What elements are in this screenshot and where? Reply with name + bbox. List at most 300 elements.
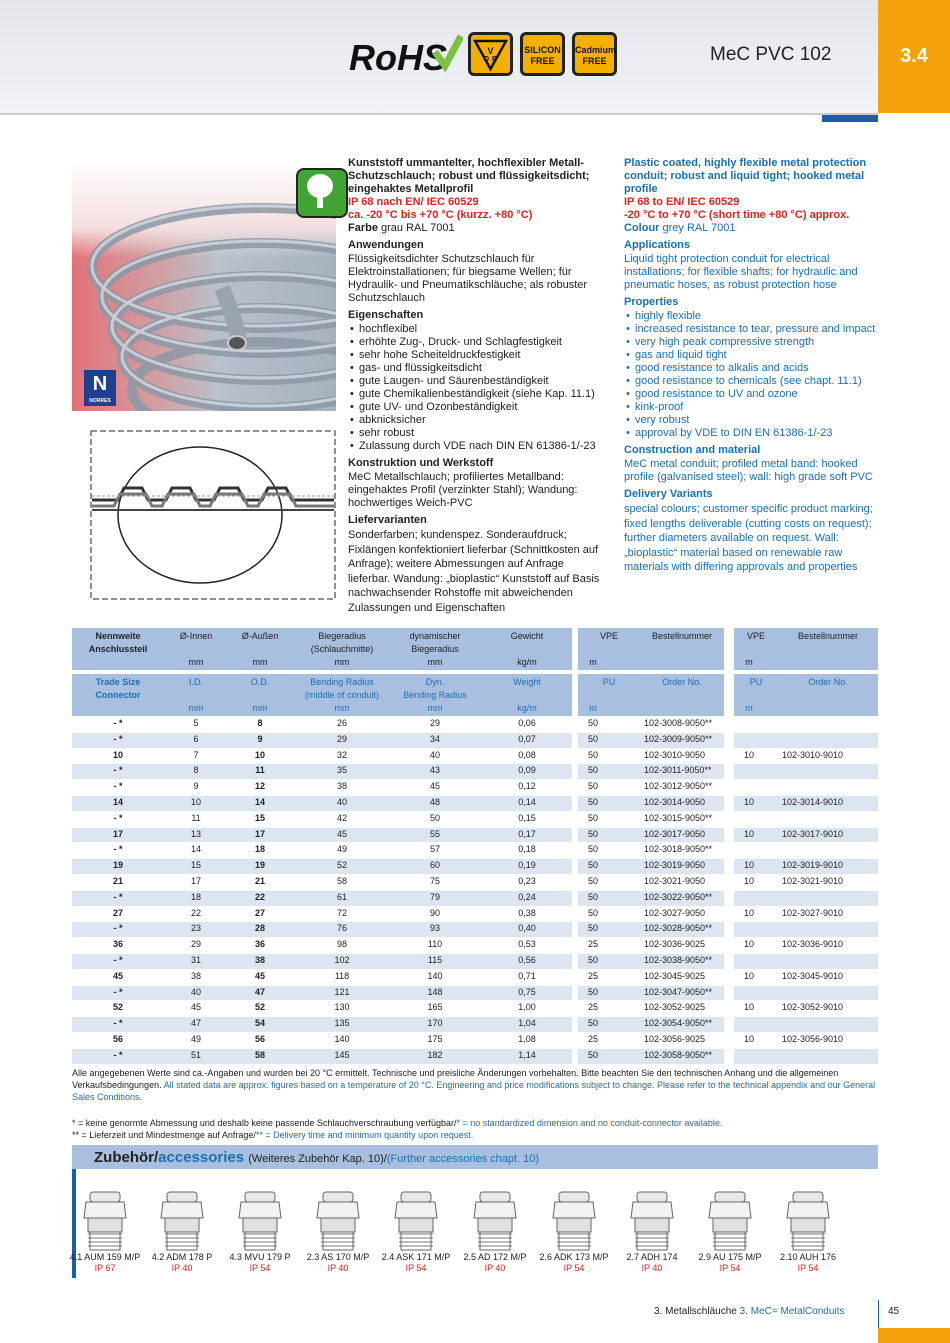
table-cell: 32	[336, 749, 347, 760]
table-row	[72, 842, 878, 858]
header-unit-en-1: mm	[188, 703, 204, 713]
table-cell: 0,53	[518, 939, 536, 950]
table-cell: 5	[193, 718, 199, 728]
accessory-item[interactable]	[612, 1190, 692, 1274]
table-cell: 15	[254, 812, 265, 823]
header-unit-en-6: m	[589, 703, 597, 713]
table-cell: 52	[112, 1002, 123, 1013]
table-cell: 50	[587, 844, 598, 855]
table-cell: 40	[190, 986, 201, 997]
norres-logo: N NORRES	[84, 370, 116, 406]
table-cell: 17	[112, 828, 123, 839]
table-cell: 121	[334, 986, 350, 997]
de-construction-text: MeC Metallschlauch; profiliertes Metallband: eingehaktes Profil (verzinkter Stahl); Wandung: hochwertiges Weich-PVC	[348, 471, 578, 509]
chapter-tab	[822, 115, 878, 122]
table-cell: 7	[193, 749, 199, 760]
table-cell: 52	[254, 1002, 265, 1013]
table-cell: - *	[113, 718, 123, 728]
table-cell: 22	[254, 891, 265, 902]
accessory-label: 2.6 ADK 173 M/P	[539, 1252, 609, 1262]
table-cell: 0,07	[518, 733, 536, 744]
table-cell: 102-3017-9010	[782, 828, 844, 839]
table-cell: 43	[429, 765, 440, 776]
table-row	[72, 1032, 878, 1048]
de-property-item: • erhöhte Zug-, Druck- und Schlagfestigkeit	[348, 336, 606, 349]
accessory-label: 4.2 ADM 178 P	[151, 1252, 213, 1262]
table-cell: 49	[336, 844, 347, 855]
table-cell: 93	[429, 923, 440, 934]
table-cell: 50	[587, 955, 598, 965]
table-row	[72, 985, 878, 1001]
silicon-free-badge: SILICON FREE	[520, 32, 565, 76]
table-cell: 102-3019-9050	[644, 860, 706, 871]
table-cell: 14	[112, 797, 123, 807]
table-cell: 25	[587, 1034, 598, 1044]
table-cell: 48	[429, 797, 440, 807]
table-cell: 102-3047-9050**	[644, 986, 713, 997]
accessory-item[interactable]	[142, 1190, 222, 1274]
accessory-ip-rating: IP 40	[171, 1263, 193, 1273]
table-cell: 90	[429, 907, 440, 918]
table-cell: 8	[257, 718, 263, 728]
table-cell: 50	[587, 718, 598, 728]
table-row	[72, 716, 878, 732]
table-cell: 10	[254, 749, 265, 760]
table-cell: 102-3045-9010	[782, 970, 844, 981]
table-cell: 79	[429, 891, 440, 902]
table-cell: 102	[334, 955, 350, 965]
header-en-col-4: Dyn. Bending Radius	[403, 677, 467, 700]
table-cell: 34	[429, 733, 440, 744]
header-divider	[0, 113, 878, 115]
table-row	[72, 763, 878, 779]
de-property-item: • gas- und flüssigkeitsdicht	[348, 362, 606, 375]
table-cell: 54	[254, 1018, 265, 1029]
table-cell: 98	[336, 939, 347, 950]
table-cell: 25	[587, 1002, 598, 1013]
header-en-col-1: I.D.	[188, 677, 203, 687]
header-de-col-7: Bestellnummer	[651, 631, 713, 641]
table-cell: 1,00	[518, 1002, 536, 1013]
table-cell: - *	[113, 1018, 123, 1029]
de-property-item: • gute Laugen- und Säurenbeständigkeit	[348, 375, 606, 388]
table-cell: 102-3028-9050**	[644, 923, 713, 934]
table-cell: 102-3014-9010	[782, 797, 844, 807]
header-unit-de-3: mm	[334, 657, 350, 667]
en-property-item: • very high peak compressive strength	[624, 336, 880, 349]
table-cell: 10	[743, 797, 754, 807]
svg-text:V: V	[487, 46, 494, 56]
de-applications-text: Flüssigkeitsdichter Schutzschlauch für Elektroinstallationen; für biegsame Wellen; für Hydraulik- und Pneumatikschläuche; als robuster Schutzschlauch	[348, 253, 588, 304]
table-cell: - *	[113, 844, 123, 855]
table-cell: 50	[587, 733, 598, 744]
header-unit-de-2: mm	[252, 657, 268, 667]
header-unit-de-8: m	[745, 657, 753, 667]
table-cell: 102-3017-9050	[644, 828, 706, 839]
header-de-col-2: Ø-Außen	[241, 631, 279, 641]
accessory-label: 2.4 ASK 171 M/P	[381, 1252, 451, 1262]
table-cell: 19	[112, 860, 123, 871]
table-cell: 115	[427, 955, 443, 965]
header-en-col-6: PU	[602, 677, 616, 687]
table-cell: 50	[587, 1049, 598, 1060]
table-cell: 21	[254, 876, 265, 886]
accessory-label: 4.1 AUM 159 M/P	[69, 1252, 141, 1262]
accessory-item[interactable]	[455, 1190, 535, 1274]
en-property-item: • good resistance to chemicals (see chapt. 11.1)	[624, 375, 880, 388]
table-cell: 102-3018-9050**	[644, 844, 713, 855]
table-cell: 10	[743, 1034, 754, 1044]
table-cell: 19	[254, 860, 265, 871]
table-cell: 102-3010-9010	[782, 749, 844, 760]
table-cell: 102-3058-9050**	[644, 1049, 713, 1060]
table-cell: 102-3021-9050	[644, 876, 706, 886]
table-cell: 0,18	[518, 844, 536, 855]
accessory-label: 4.3 MVU 179 P	[229, 1252, 291, 1262]
de-property-item: • sehr hohe Scheiteldruckfestigkeit	[348, 349, 606, 362]
table-cell: 102-3056-9025	[644, 1034, 706, 1044]
table-cell: 0,19	[518, 860, 536, 871]
accessory-item[interactable]	[376, 1190, 456, 1274]
fitting-icon	[468, 1190, 522, 1252]
fitting-icon	[311, 1190, 365, 1252]
table-cell: 72	[336, 907, 347, 918]
fitting-icon	[781, 1190, 835, 1252]
table-cell: 182	[427, 1049, 443, 1060]
table-cell: 58	[254, 1049, 265, 1060]
table-cell: 0,06	[518, 718, 536, 728]
table-cell: 38	[190, 970, 201, 981]
en-property-item: • good resistance to UV and ozone	[624, 388, 880, 401]
table-cell: 0,12	[518, 781, 536, 792]
en-construction-text: MeC metal conduit; profiled metal band: hooked profile (galvanised steel); wall: high grade soft PVC	[624, 458, 873, 483]
accessory-item[interactable]	[220, 1190, 300, 1274]
table-cell: 27	[112, 907, 123, 918]
fitting-icon	[547, 1190, 601, 1252]
en-property-item: • gas and liquid tight	[624, 349, 880, 362]
table-cell: 52	[336, 860, 347, 871]
header-en-col-3: Bending Radius (middle of conduit)	[304, 677, 380, 700]
table-cell: 8	[193, 765, 199, 776]
table-header-de	[72, 628, 878, 670]
de-applications-heading: Anwendungen	[348, 239, 424, 251]
table-cell: 102-3056-9010	[782, 1034, 844, 1044]
table-row	[72, 953, 878, 969]
header-unit-en-8: m	[745, 703, 753, 713]
table-cell: 76	[336, 923, 347, 934]
de-property-item: • abknicksicher	[348, 414, 606, 427]
header-unit-en-2: mm	[252, 703, 268, 713]
table-cell: 102-3022-9050**	[644, 891, 713, 902]
table-cell: 135	[334, 1018, 350, 1029]
table-cell: 57	[429, 844, 440, 855]
en-temperature: -20 °C to +70 °C (short time +80 °C) approx.	[624, 209, 850, 221]
table-cell: 45	[336, 828, 347, 839]
header-de-col-6: VPE	[599, 631, 618, 641]
table-cell: 0,17	[518, 828, 536, 839]
table-cell: 0,15	[518, 812, 536, 823]
table-cell: 0,40	[518, 923, 536, 934]
table-cell: 50	[587, 923, 598, 934]
table-row	[72, 1000, 878, 1016]
table-cell: 45	[112, 970, 123, 981]
footnotes: * = keine genormte Abmessung und deshalb keine passende Schlauchverschraubung verfügbar/* = no standardized dimension and no conduit-connector available. ** = Lieferzeit und Mindestmenge auf Anfrage/** = Delivery time and minimum quantity upon request.	[72, 1118, 723, 1140]
de-construction-heading: Konstruktion und Werkstoff	[348, 457, 494, 469]
table-row	[72, 827, 878, 843]
de-title: Kunststoff ummantelter, hochflexibler Metall-Schutzschlauch; robust und flüssigkeitsdicht; eingehaktes Metallprofil	[348, 157, 590, 195]
table-cell: - *	[113, 765, 123, 776]
table-cell: 50	[587, 860, 598, 871]
svg-text:RoHS: RoHS	[349, 37, 447, 78]
table-cell: 51	[190, 1049, 201, 1060]
table-cell: 102-3052-9010	[782, 1002, 844, 1013]
table-cell: 0,38	[518, 907, 536, 918]
header-unit-en-5: kg/m	[517, 703, 537, 713]
en-properties-list	[624, 310, 880, 440]
table-cell: 17	[254, 828, 265, 839]
table-cell: 40	[429, 749, 440, 760]
disclaimer-note: Alle angegebenen Werte sind ca.-Angaben und wurden bei 20 °C ermittelt. Technische und preisliche Änderungen vorbehalten. Bitte beachten Sie den technischen Anhang und die allgemeinen Verkaufsbedingungen. All stated data are approx. figures based on a temperature of 20 °C. Engineering and price modifications subject to change. Please refer to the technical appendix and our General Sales Conditions.	[72, 1068, 876, 1102]
header-de-col-4: dynamischer Biegeradius	[409, 631, 461, 654]
footer-divider	[878, 1300, 879, 1328]
de-property-item: • gute UV- und Ozonbeständigkeit	[348, 401, 606, 414]
fitting-icon	[389, 1190, 443, 1252]
table-cell: 45	[254, 970, 265, 981]
table-cell: 0,56	[518, 955, 536, 965]
table-row	[72, 811, 878, 827]
de-temperature: ca. -20 °C bis +70 °C (kurzz. +80 °C)	[348, 209, 533, 221]
table-cell: 102-3036-9010	[782, 939, 844, 950]
english-description	[624, 157, 880, 575]
table-row	[72, 890, 878, 906]
table-cell: 27	[254, 907, 265, 918]
accessory-label: 2.9 AU 175 M/P	[698, 1252, 762, 1262]
table-cell: 40	[336, 797, 347, 807]
fitting-icon	[625, 1190, 679, 1252]
table-cell: 38	[254, 955, 265, 965]
table-row	[72, 1016, 878, 1032]
table-cell: 50	[587, 765, 598, 776]
table-cell: 14	[254, 797, 265, 807]
table-cell: - *	[113, 986, 123, 997]
table-row	[72, 906, 878, 922]
table-cell: 148	[427, 986, 443, 997]
table-cell: 35	[336, 765, 347, 776]
accessory-ip-rating: IP 54	[797, 1263, 819, 1273]
fitting-icon	[78, 1190, 132, 1252]
table-cell: 0,75	[518, 986, 536, 997]
page-number: 45	[888, 1306, 900, 1317]
table-cell: 0,23	[518, 876, 536, 886]
table-cell: 0,08	[518, 749, 536, 760]
table-cell: 50	[587, 876, 598, 886]
table-cell: 58	[336, 876, 347, 886]
table-cell: 0,71	[518, 970, 536, 981]
vde-logo	[468, 32, 513, 76]
table-cell: 1,08	[518, 1034, 536, 1044]
table-cell: 6	[193, 733, 199, 744]
table-row	[72, 858, 878, 874]
table-cell: 25	[587, 970, 598, 981]
table-cell: 47	[190, 1018, 201, 1029]
en-property-item: • approval by VDE to DIN EN 61386-1/-23	[624, 427, 880, 440]
de-delivery-heading: Liefervarianten	[348, 514, 427, 526]
table-cell: 17	[190, 876, 201, 886]
table-cell: 60	[429, 860, 440, 871]
accessory-item[interactable]	[690, 1190, 770, 1274]
en-property-item: • kink-proof	[624, 401, 880, 414]
table-cell: 29	[429, 718, 440, 728]
table-cell: 140	[427, 970, 443, 981]
cadmium-free-badge: Cadmium FREE	[572, 32, 617, 76]
german-description	[348, 157, 606, 615]
header-unit-de-5: kg/m	[517, 657, 537, 667]
en-applications-heading: Applications	[624, 239, 691, 251]
accessory-ip-rating: IP 40	[327, 1263, 349, 1273]
table-cell: 23	[190, 923, 201, 934]
table-cell: 28	[254, 923, 265, 934]
table-cell: 9	[257, 733, 263, 744]
table-cell: 45	[190, 1002, 201, 1013]
table-row	[72, 795, 878, 811]
header-de-col-8: VPE	[746, 631, 765, 641]
table-cell: 102-3014-9050	[644, 797, 706, 807]
en-properties-heading: Properties	[624, 296, 679, 308]
accessory-item[interactable]	[298, 1190, 378, 1274]
table-cell: 75	[429, 876, 440, 886]
table-cell: 9	[193, 781, 199, 792]
de-properties-heading: Eigenschaften	[348, 309, 424, 321]
table-cell: 102-3021-9010	[782, 876, 844, 886]
table-cell: 10	[743, 1002, 754, 1013]
table-cell: 22	[190, 907, 201, 918]
de-property-item: • sehr robust	[348, 427, 606, 440]
table-cell: - *	[113, 1049, 123, 1060]
table-cell: 10	[743, 828, 754, 839]
table-cell: 21	[112, 876, 123, 886]
table-cell: 1,14	[518, 1049, 536, 1060]
accessory-item[interactable]	[534, 1190, 614, 1274]
en-property-item: • highly flexible	[624, 310, 880, 323]
en-property-item: • good resistance to alkalis and acids	[624, 362, 880, 375]
header-unit-en-4: mm	[427, 703, 443, 713]
table-cell: 102-3009-9050**	[644, 733, 713, 744]
fitting-icon	[233, 1190, 287, 1252]
de-delivery-text: Sonderfarben; kundenspez. Sonderaufdruck; Fixlängen konfektioniert lieferbar (Schnittkosten auf Anfrage); weitere Abmessungen auf Anfrage lieferbar. Wandung: „bioplastic“ Kunststoff auf Basis nachwachsender Rohstoffe mit abweichenden Zulassungen und Eigenschaften	[348, 529, 600, 614]
header-de-col-0: Nennweite Anschlussteil	[88, 631, 148, 654]
header-en-col-0: Trade Size Connector	[95, 677, 141, 700]
conduit-profile-diagram	[90, 430, 336, 600]
table-cell: 102-3027-9050	[644, 907, 706, 918]
rohs-logo	[347, 32, 463, 78]
table-cell: 14	[190, 844, 201, 855]
table-cell: 29	[190, 939, 201, 950]
en-colour: Colour grey RAL 7001	[624, 222, 736, 234]
table-cell: - *	[113, 733, 123, 744]
table-cell: 10	[743, 907, 754, 918]
table-cell: 50	[587, 828, 598, 839]
table-cell: 50	[587, 749, 598, 760]
table-cell: 25	[587, 939, 598, 950]
table-row	[72, 732, 878, 748]
table-cell: 50	[587, 797, 598, 807]
en-title: Plastic coated, highly flexible metal protection conduit; robust and liquid tight; hooked metal profile	[624, 157, 867, 195]
table-cell: 118	[334, 970, 350, 981]
table-header-en	[72, 674, 878, 716]
table-cell: 10	[743, 970, 754, 981]
table-cell: 10	[743, 749, 754, 760]
de-property-item: • hochflexibel	[348, 323, 606, 336]
table-cell: 50	[587, 812, 598, 823]
table-cell: 102-3010-9050	[644, 749, 706, 760]
en-ip-rating: IP 68 to EN/ IEC 60529	[624, 196, 740, 208]
table-cell: 102-3052-9025	[644, 1002, 706, 1013]
table-cell: 38	[336, 781, 347, 792]
table-cell: - *	[113, 891, 123, 902]
header-en-col-5: Weight	[513, 677, 541, 687]
fitting-icon	[155, 1190, 209, 1252]
table-cell: 47	[254, 986, 265, 997]
header-unit-de-6: m	[589, 657, 597, 667]
table-cell: - *	[113, 923, 123, 934]
table-row	[72, 937, 878, 953]
table-row	[72, 1048, 878, 1064]
header-en-col-2: O.D.	[250, 677, 270, 687]
table-cell: 45	[429, 781, 440, 792]
table-cell: 102-3012-9050**	[644, 781, 713, 792]
table-cell: 102-3038-9050**	[644, 955, 713, 965]
accessory-item[interactable]	[768, 1190, 848, 1274]
table-cell: 10	[743, 876, 754, 886]
table-cell: 102-3027-9010	[782, 907, 844, 918]
accessories-title: Zubehör/accessories (Weiteres Zubehör Kap. 10)/(Further accessories chapt. 10)	[94, 1149, 540, 1166]
table-cell: 49	[190, 1034, 201, 1044]
table-cell: 15	[190, 860, 201, 871]
table-cell: 130	[334, 1002, 350, 1013]
table-cell: 110	[427, 939, 443, 950]
table-cell: 31	[190, 955, 201, 965]
table-cell: 50	[587, 1018, 598, 1029]
footer-section: 3. Metallschläuche 3. MeC= MetalConduits	[654, 1306, 845, 1317]
table-cell: 165	[427, 1002, 443, 1013]
accessory-item[interactable]	[65, 1190, 145, 1274]
de-colour: Farbe grau RAL 7001	[348, 222, 455, 234]
table-row	[72, 874, 878, 890]
de-property-item: • gute Chemikalienbeständigkeit (siehe Kap. 11.1)	[348, 388, 606, 401]
table-cell: 102-3011-9050**	[644, 765, 712, 776]
header-unit-de-4: mm	[427, 657, 443, 667]
svg-text:D: D	[484, 56, 490, 63]
table-cell: 170	[427, 1018, 443, 1029]
header-de-col-1: Ø-Innen	[179, 631, 213, 641]
table-cell: - *	[113, 812, 123, 823]
table-cell: 18	[190, 891, 201, 902]
table-cell: 11	[255, 765, 265, 776]
accessory-ip-rating: IP 40	[484, 1263, 506, 1273]
de-properties-list	[348, 323, 606, 453]
bioplastic-tree-icon	[296, 168, 348, 218]
table-cell: 102-3019-9010	[782, 860, 844, 871]
en-property-item: • very robust	[624, 414, 880, 427]
table-cell: 50	[587, 781, 598, 792]
table-cell: 50	[429, 812, 440, 823]
header-unit-de-1: mm	[188, 657, 204, 667]
table-cell: 145	[334, 1049, 350, 1060]
table-cell: 11	[191, 812, 201, 823]
table-cell: 56	[254, 1034, 265, 1044]
en-construction-heading: Construction and material	[624, 444, 761, 456]
table-cell: 1,04	[518, 1018, 536, 1029]
